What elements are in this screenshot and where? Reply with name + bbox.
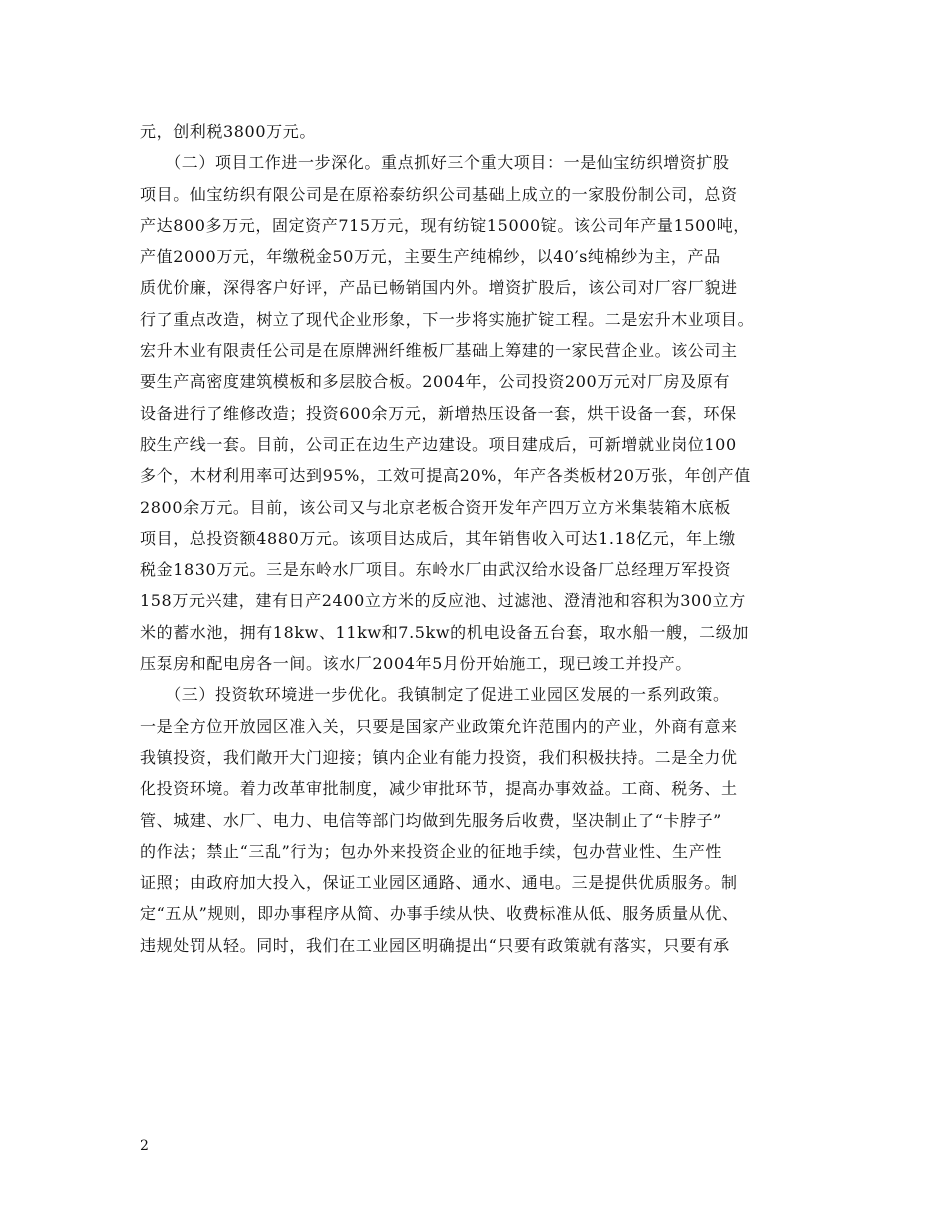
text-line: 设备进行了维修改造；投资600余万元，新增热压设备一套，烘干设备一套，环保	[140, 403, 737, 423]
text-line: （二）项目工作进一步深化。重点抓好三个重大项目：一是仙宝纺织增资扩股	[140, 153, 730, 173]
text-line: 宏升木业有限责任公司是在原牌洲纤维板厂基础上筹建的一家民营企业。该公司主	[140, 341, 738, 361]
text-line: 化投资环境。着力改革审批制度，减少审批环节，提高办事效益。工商、税务、土	[140, 779, 738, 799]
text-line: 压泵房和配电房各一间。该水厂2004年5月份开始施工，现已竣工并投产。	[140, 654, 692, 674]
text-line: 行了重点改造，树立了现代企业形象，下一步将实施扩锭工程。二是宏升木业项目。	[140, 309, 755, 329]
text-line: 胶生产线一套。目前，公司正在边生产边建设。项目建成后，可新增就业岗位100	[140, 434, 737, 454]
text-line: 一是全方位开放园区准入关，只要是国家产业政策允许范围内的产业，外商有意来	[140, 716, 738, 736]
text-line: 158万元兴建，建有日产2400立方米的反应池、过滤池、澄清池和容积为300立方	[140, 591, 746, 611]
text-line: 管、城建、水厂、电力、电信等部门均做到先服务后收费，坚决制止了“卡脖子”	[140, 810, 722, 830]
text-line: 项目，总投资额4880万元。该项目达成后，其年销售收入可达1.18亿元，年上缴	[140, 528, 736, 548]
text-line: 税金1830万元。三是东岭水厂项目。东岭水厂由武汉给水设备厂总经理万军投资	[140, 560, 731, 580]
text-line: 多个，木材利用率可达到95%，工效可提高20%，年产各类板材20万张，年创产值	[140, 466, 751, 486]
text-line: 质优价廉，深得客户好评，产品已畅销国内外。增资扩股后，该公司对厂容厂貌进	[140, 278, 738, 298]
text-line: （三）投资软环境进一步优化。我镇制定了促进工业园区发展的一系列政策。	[140, 685, 730, 705]
text-line: 证照；由政府加大投入，保证工业园区通路、通水、通电。三是提供优质服务。制	[140, 873, 738, 893]
text-line: 项目。仙宝纺织有限公司是在原裕泰纺织公司基础上成立的一家股份制公司，总资	[140, 184, 738, 204]
text-line: 定“五从”规则，即办事程序从简、办事手续从快、收费标准从低、服务质量从优、	[140, 904, 739, 924]
text-line: 产达800多万元，固定资产715万元，现有纺锭15000锭。该公司年产量1500吨，	[140, 215, 750, 235]
body-text	[140, 116, 812, 961]
text-line: 要生产高密度建筑模板和多层胶合板。2004年，公司投资200万元对厂房及原有	[140, 372, 731, 392]
text-line: 的作法；禁止“三乱”行为；包办外来投资企业的征地手续，包办营业性、生产性	[140, 841, 722, 861]
page-number: 2	[140, 1138, 149, 1154]
text-line: 2800余万元。目前，该公司又与北京老板合资开发年产四万立方米集装箱木底板	[140, 497, 731, 517]
text-line: 产值2000万元，年缴税金50万元，主要生产纯棉纱，以40′s纯棉纱为主，产品	[140, 247, 721, 267]
text-line: 米的蓄水池，拥有18kw、11kw和7.5kw的机电设备五台套，取水船一艘，二级加	[140, 622, 749, 642]
text-line: 我镇投资，我们敞开大门迎接；镇内企业有能力投资，我们积极扶持。二是全力优	[140, 747, 738, 767]
text-line: 元，创利税3800万元。	[140, 122, 316, 141]
text-line: 违规处罚从轻。同时，我们在工业园区明确提出“只要有政策就有落实，只要有承	[140, 935, 730, 955]
